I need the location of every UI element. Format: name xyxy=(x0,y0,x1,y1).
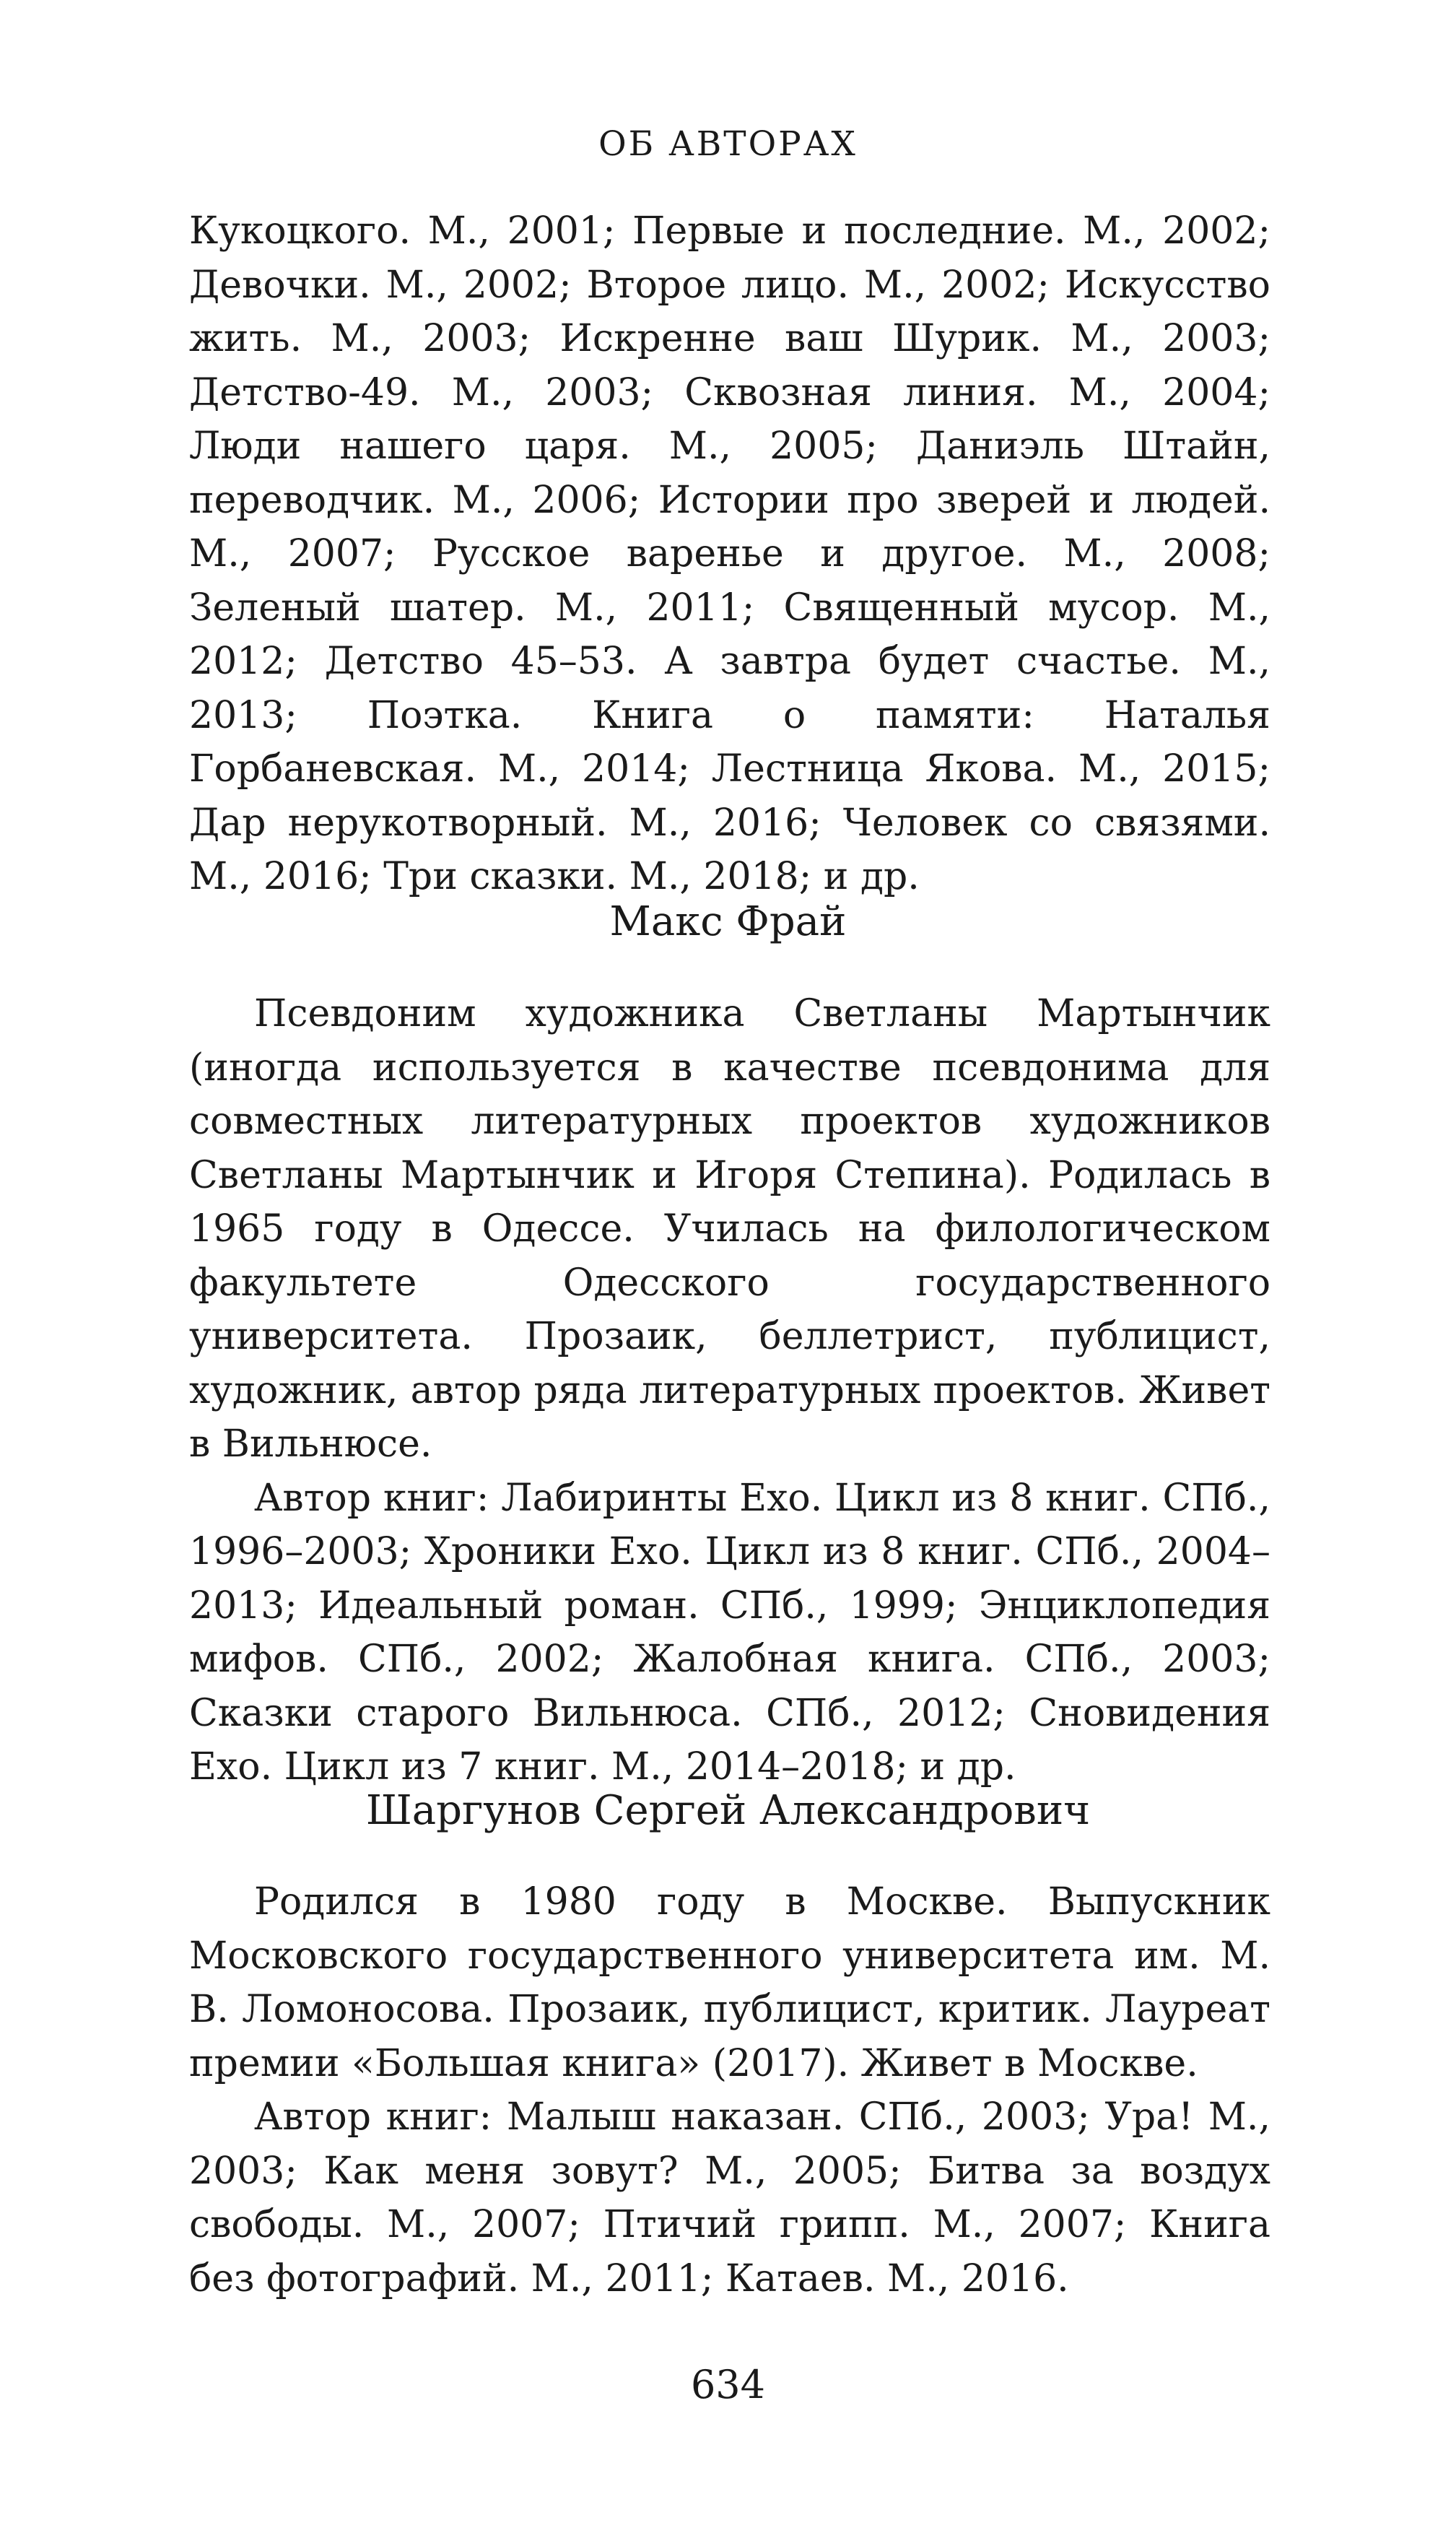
author-bibliography: Автор книг: Лабиринты Ехо. Цикл из 8 книг. СПб., 1996–2003; Хроники Ехо. Цикл из 8 книг. СПб., 2004–2013; Идеальный роман. СПб., 1999; Энциклопедия мифов. СПб., 2002; Жалобная книга. СПб., 2003; Сказки старого Вильнюса. СПб., 2012; Сновидения Ехо. Цикл из 7 книг. М., 2014–2018; и др. xyxy=(189,1476,1270,1789)
continuation-text xyxy=(189,204,1270,904)
author-bibliography: Автор книг: Малыш наказан. СПб., 2003; Ура! М., 2003; Как меня зовут? М., 2005; Битва за воздух свободы. М., 2007; Птичий грипп. М., 2007; Книга без фотографий. М., 2011; Катаев. М., 2016. xyxy=(189,2095,1270,2300)
author-entry-shargunov xyxy=(189,1875,1270,2306)
page-number: 634 xyxy=(690,2362,766,2407)
author-bio: Псевдоним художника Светланы Мартынчик (иногда используется в качестве псевдонима для совместных литературных проектов художников Светланы Мартынчик и Игоря Степина). Родилась в 1965 году в Одессе. Училась на филологическом факультете Одесского государственного университета. Прозаик, беллетрист, публицист, художник, автор ряда литературных проектов. Живет в Вильнюсе. xyxy=(189,992,1270,1466)
author-bio: Родился в 1980 году в Москве. Выпускник Московского государственного университета им. М. В. Ломоносова. Прозаик, публицист, критик. Лауреат премии «Большая книга» (2017). Живет в Москве. xyxy=(189,1880,1270,2085)
running-head: ОБ АВТОРАХ xyxy=(598,124,858,164)
author-heading-max-fry: Макс Фрай xyxy=(609,898,847,945)
author-entry-max-fry xyxy=(189,987,1270,1794)
author-heading-shargunov: Шаргунов Сергей Александрович xyxy=(365,1787,1091,1834)
continuation-paragraph: Кукоцкого. М., 2001; Первые и последние. М., 2002; Девочки. М., 2002; Второе лицо. М., 2002; Искусство жить. М., 2003; Искренне ваш Шурик. М., 2003; Детство-49. М., 2003; Сквозная линия. М., 2004; Люди нашего царя. М., 2005; Даниэль Штайн, переводчик. М., 2006; Истории про зверей и людей. М., 2007; Русское варенье и другое. М., 2008; Зеленый шатер. М., 2011; Священный мусор. М., 2012; Детство 45–53. А завтра будет счастье. М., 2013; Поэтка. Книга о памяти: Наталья Горбаневская. М., 2014; Лестница Якова. М., 2015; Дар нерукотворный. М., 2016; Человек со связями. М., 2016; Три сказки. М., 2018; и др. xyxy=(189,209,1270,898)
